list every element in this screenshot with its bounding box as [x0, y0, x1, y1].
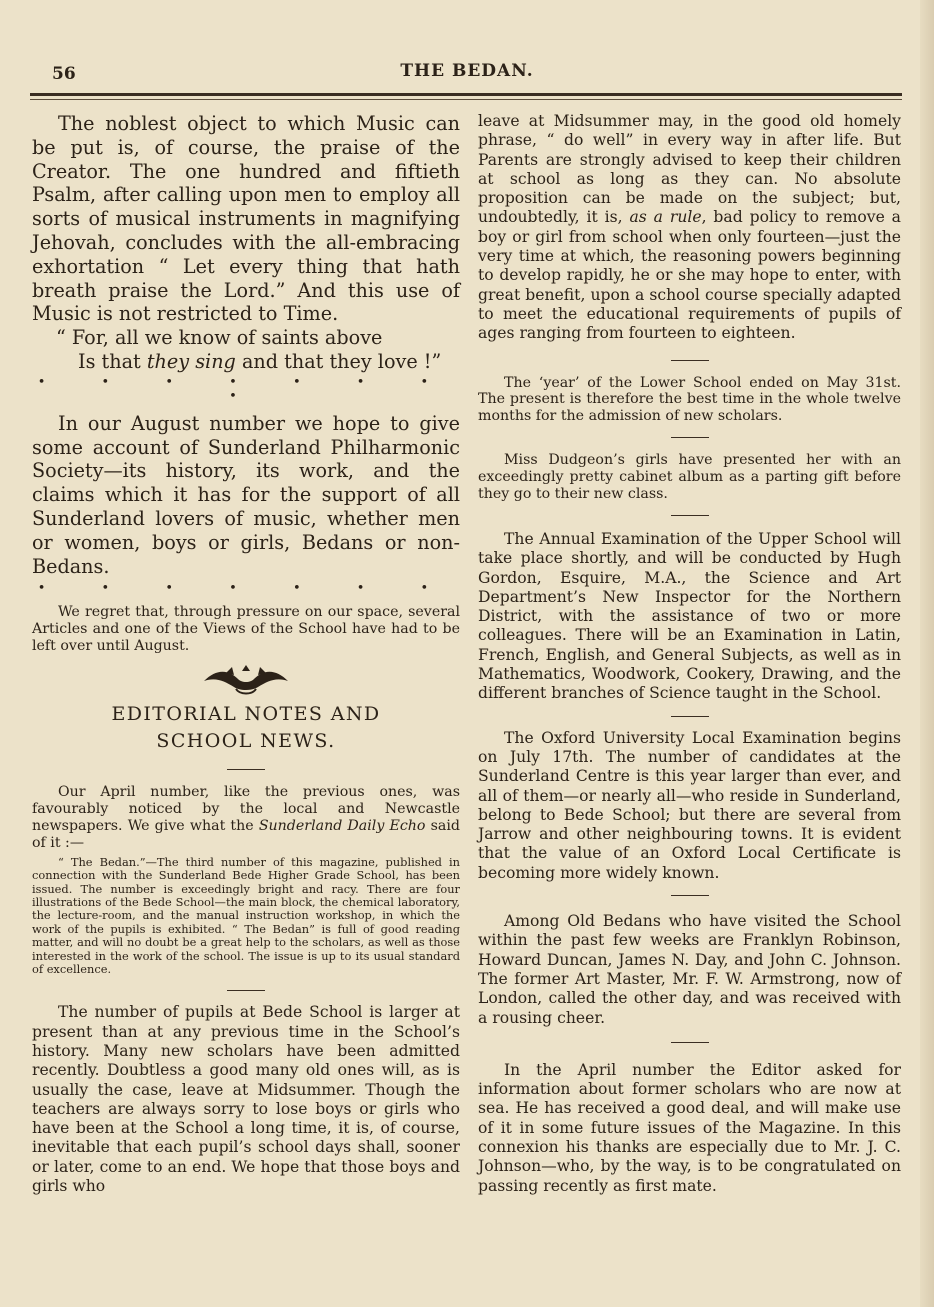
separator-rule	[227, 990, 265, 991]
right-column	[478, 112, 901, 1196]
regret-paragraph: We regret that, through pressure on our space, several Articles and one of the Views of the School have had to be left over until August.	[32, 604, 460, 655]
old-bedans-paragraph: Among Old Bedans who have visited the School within the past few weeks are Franklyn Robinson, Howard Duncan, James N. Day, and John C. Johnson. The former Art Master, Mr. F. W. Armstrong, now of London, called the other day, and was received with a rousing cheer.	[478, 912, 901, 1027]
ornament-icon	[196, 663, 296, 697]
section-heading	[32, 701, 460, 755]
newspaper-quote: “ The Bedan.”—The third number of this magazine, published in connection with the Sunderland Bede Higher Grade School, has been issued. The number is exceedingly bright and racy. There are four illustrations of the Bede School—the main block, the chemical laboratory, the lecture-room, and the manual instruction workshop, in which the work of the pupils is exhibited. “ The Bedan” is full of good reading matter, and will no doubt be a great help to the scholars, as well as those interested in the work of the school. The issue is up to its usual standard of excellence.	[32, 854, 460, 976]
poem-quote	[32, 326, 460, 374]
heading-line-1: EDITORIAL NOTES AND	[111, 703, 381, 726]
august-paragraph: In our August number we hope to give some account of Sunderland Philharmonic Society—its history, its work, and the claims which it has for the support of all Sunderland lovers of music, whether men or women, boys or girls, Bedans or non-Bedans.	[32, 411, 460, 578]
separator-rule	[671, 716, 709, 717]
heading-line-2: SCHOOL NEWS.	[156, 730, 336, 753]
continuation-paragraph: leave at Midsummer may, in the good old homely phrase, “ do well” in every way in after life. But Parents are strongly advised to keep their children at school as long as they can. No absolute proposition can be made on the subject; but, undoubtedly, it is, as a rule, bad policy to remove a boy or girl from school when only fourteen—just the very time at which, the reasoning powers beginning to develop rapidly, he or she may hope to enter, with great benefit, upon a school course specially adapted to meet the educational requirements of pupils of ages ranging from fourteen to eighteen.	[478, 112, 901, 343]
separator-rule	[671, 1042, 709, 1043]
separator-rule	[671, 515, 709, 516]
separator-rule	[671, 360, 709, 361]
dudgeon-paragraph: Miss Dudgeon’s girls have presented her with an exceedingly pretty cabinet album as a parting gift before they go to their new class.	[478, 452, 901, 503]
oxford-paragraph: The Oxford University Local Examination begins on July 17th. The number of candidates at the Sunderland Centre is this year larger than ever, and all of them—or nearly all—who reside in Sunderland, belong to Bede School; but there are several from Jarrow and other neighbouring towns. It is evident that the value of an Oxford Local Certificate is becoming more widely known.	[478, 728, 901, 882]
page-number: 56	[52, 64, 76, 84]
page-edge	[920, 0, 934, 1307]
left-column	[32, 112, 460, 1196]
separator-rule	[227, 769, 265, 770]
header-rule-thick	[30, 93, 902, 96]
separator-rule	[671, 437, 709, 438]
pupils-paragraph: The number of pupils at Bede School is larger at present than at any previous time in the School’s history. Many new scholars have been admitted recently. Doubtless a good many old ones will, as is usually the case, leave at Midsummer. Though the teachers are always sorry to lose boys or girls who have been at the School a long time, it is, of course, inevitable that each pupil’s school days shall, sooner or later, come to an end. We hope that those boys and girls who	[32, 1003, 460, 1196]
april-paragraph: Our April number, like the previous ones, was favourably noticed by the local and Newcastle newspapers. We give what the Sunderland Daily Echo said of it :—	[32, 784, 460, 851]
separator-rule	[671, 895, 709, 896]
exam-paragraph: The Annual Examination of the Upper School will take place shortly, and will be conducted by Hugh Gordon, Esquire, M.A., the Science and Art Department’s New Inspector for the Northern District, with the assistance of two or more colleagues. There will be an Examination in Latin, French, English, and General Subjects, as well as in Mathematics, Woodwork, Cookery, Drawing, and the different branches of Science taught in the School.	[478, 530, 901, 703]
page-header	[0, 58, 934, 88]
section-dots: • • • • • • • •	[37, 374, 455, 404]
lower-school-paragraph: The ‘year’ of the Lower School ended on May 31st. The present is therefore the best time in the whole twelve months for the admission of new scholars.	[478, 374, 901, 425]
section-dots-2: • • • • • • •	[37, 581, 455, 597]
poem-line-1: “ For, all we know of saints above	[56, 326, 383, 350]
poem-line-2: Is that they sing and that they love !”	[78, 349, 442, 373]
running-title: THE BEDAN.	[400, 61, 534, 81]
header-rule-thin	[30, 99, 902, 100]
music-paragraph: The noblest object to which Music can be put is, of course, the praise of the Creator. The one hundred and fiftieth Psalm, after calling upon men to employ all sorts of musical instruments in magnifying Jehovah, concludes with the all-embracing exhortation “ Let every thing that hath breath praise the Lord.” And this use of Music is not restricted to Time.	[32, 112, 460, 326]
sea-paragraph: In the April number the Editor asked for information about former scholars who are now at sea. He has received a good deal, and will make use of it in some future issues of the Magazine. In this connexion his thanks are especially due to Mr. J. C. Johnson—who, by the way, is to be congratulated on passing recently as first mate.	[478, 1060, 901, 1195]
